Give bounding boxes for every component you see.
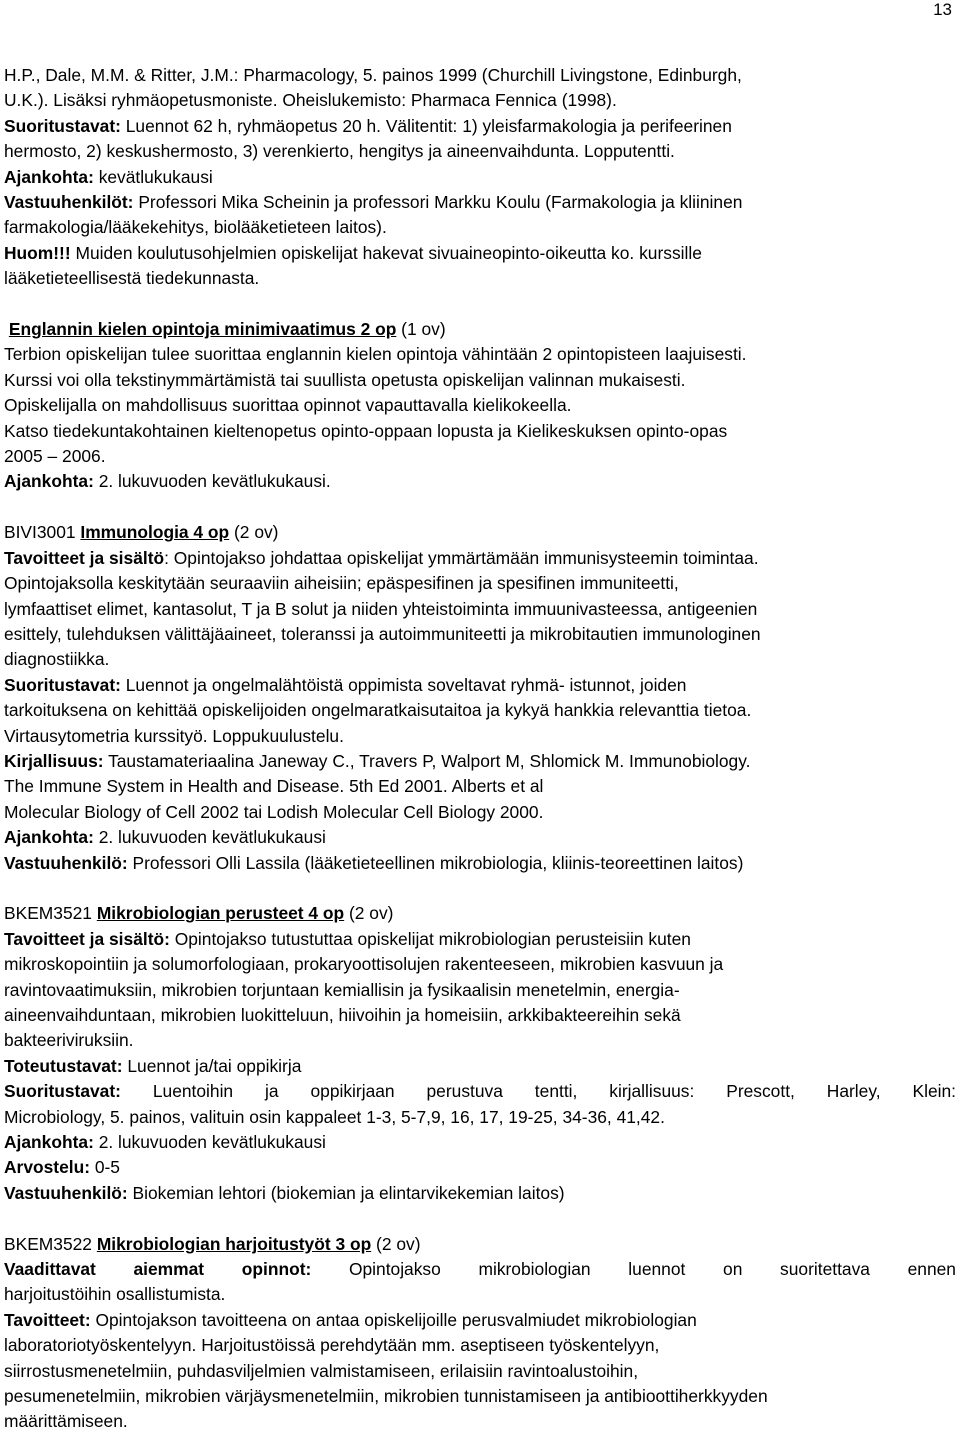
huom-line bbox=[4, 241, 956, 266]
field-label: Ajankohta: bbox=[4, 471, 94, 492]
field-value: : Opintojakso johdattaa opiskelijat ymmärtämään immunisysteemin toimintaa. bbox=[164, 547, 759, 568]
field-value: 2. lukuvuoden kevätlukukausi bbox=[93, 827, 326, 848]
course-credits: (2 ov) bbox=[344, 903, 394, 924]
ajankohta-line bbox=[4, 1130, 956, 1155]
field-label: Tavoitteet: bbox=[4, 1309, 91, 1330]
field-value: 0-5 bbox=[90, 1157, 120, 1178]
page-number: 13 bbox=[933, 0, 952, 19]
field-value: Opintojakso mikrobiologian luennot on suoritettava ennen bbox=[311, 1259, 956, 1280]
field-label: Suoritustavat: bbox=[4, 115, 121, 136]
text-line: siirrostusmenetelmiin, puhdasviljelmien valmistamiseen, erilaisiin ravintoalustoihin, bbox=[4, 1360, 639, 1381]
course-heading bbox=[4, 901, 956, 926]
text-line: diagnostiikka. bbox=[4, 649, 110, 670]
course-heading bbox=[4, 520, 956, 545]
field-label: Suoritustavat: bbox=[4, 1081, 121, 1102]
field-value: Luentoihin ja oppikirjaan perustuva tentti, kirjallisuus: Prescott, Harley, Klein: bbox=[120, 1081, 956, 1102]
field-label: Huom!!! bbox=[4, 242, 71, 263]
field-value: kevätlukukausi bbox=[93, 166, 213, 187]
ajankohta-line bbox=[4, 469, 956, 494]
immunologia-section bbox=[4, 520, 956, 876]
text-line: Terbion opiskelijan tulee suorittaa englannin kielen opintoja vähintään 2 opintopisteen laajuisesti. bbox=[4, 344, 747, 365]
course-heading bbox=[4, 1232, 956, 1257]
english-section bbox=[4, 317, 956, 495]
field-value: 2. lukuvuoden kevätlukukausi. bbox=[93, 471, 331, 492]
course-title: Immunologia 4 op bbox=[80, 522, 230, 543]
field-label: Ajankohta: bbox=[4, 166, 94, 187]
course-credits: (2 ov) bbox=[229, 522, 279, 543]
field-label: Vaadittavat aiemmat opinnot: bbox=[4, 1259, 312, 1280]
course-credits: (2 ov) bbox=[371, 1233, 421, 1254]
section-credits: (1 ov) bbox=[396, 319, 446, 340]
course-title: Mikrobiologian harjoitustyöt 3 op bbox=[96, 1233, 372, 1254]
harjoitustyot-section bbox=[4, 1232, 956, 1435]
section-title: Englannin kielen opintoja minimivaatimus 2 op bbox=[8, 319, 397, 340]
course-title: Mikrobiologian perusteet 4 op bbox=[96, 903, 345, 924]
text-line: 2005 – 2006. bbox=[4, 446, 106, 467]
text-line: laboratoriotyöskentelyyn. Harjoitustöissä perehdytään mm. aseptiseen työskentelyyn, bbox=[4, 1335, 660, 1356]
field-label: Suoritustavat: bbox=[4, 674, 121, 695]
text-line: harjoitustöihin osallistumista. bbox=[4, 1284, 226, 1305]
vastuuhenkilo-line bbox=[4, 851, 956, 876]
course-code: BIVI3001 bbox=[4, 522, 81, 543]
text-line: The Immune System in Health and Disease. 5th Ed 2001. Alberts et al bbox=[4, 776, 544, 797]
text-line: määrittämiseen. bbox=[4, 1411, 128, 1432]
text-line: mikroskopointiin ja solumorfologiaan, prokaryoottisolujen rakenteeseen, mikrobien kasvuun ja bbox=[4, 954, 724, 975]
field-value: Professori Mika Scheinin ja professori Markku Koulu (Farmakologia ja kliininen bbox=[133, 192, 743, 213]
text-line: hermosto, 2) keskushermosto, 3) verenkierto, hengitys ja aineenvaihdunta. Lopputentti. bbox=[4, 141, 675, 162]
field-value: Muiden koulutusohjelmien opiskelijat hakevat sivuaineopinto-oikeutta ko. kurssille bbox=[70, 242, 702, 263]
field-label: Vastuuhenkilö: bbox=[4, 852, 128, 873]
text-line: farmakologia/lääkekehitys, biolääketieteen laitos). bbox=[4, 217, 387, 238]
text-line: lymfaattiset elimet, kantasolut, T ja B solut ja niiden yhteistoiminta immuunivasteessa, antigeenien bbox=[4, 598, 758, 619]
field-value: Opintojakso tutustuttaa opiskelijat mikrobiologian perusteisiin kuten bbox=[169, 928, 691, 949]
tavoitteet-line bbox=[4, 1308, 956, 1333]
text-line: Microbiology, 5. painos, valituin osin kappaleet 1-3, 5-7,9, 16, 17, 19-25, 34-36, 41,42. bbox=[4, 1106, 665, 1127]
field-label: Ajankohta: bbox=[4, 827, 94, 848]
field-label: Tavoitteet ja sisältö bbox=[4, 547, 165, 568]
field-label: Vastuuhenkilö: bbox=[4, 1182, 128, 1203]
text-line: Opiskelijalla on mahdollisuus suorittaa opinnot vapauttavalla kielikokeella. bbox=[4, 395, 572, 416]
field-value: Luennot ja ongelmalähtöistä oppimista soveltavat ryhmä- istunnot, joiden bbox=[120, 674, 687, 695]
field-value: Luennot 62 h, ryhmäopetus 20 h. Välitentit: 1) yleisfarmakologia ja perifeerinen bbox=[120, 115, 732, 136]
field-label: Arvostelu: bbox=[4, 1157, 91, 1178]
suoritustavat-line bbox=[4, 673, 956, 698]
text-line: U.K.). Lisäksi ryhmäopetusmoniste. Oheislukemisto: Pharmaca Fennica (1998). bbox=[4, 90, 617, 111]
field-value: Biokemian lehtori (biokemian ja elintarvikekemian laitos) bbox=[127, 1182, 565, 1203]
ajankohta-line bbox=[4, 825, 956, 850]
field-value: Luennot ja/tai oppikirja bbox=[122, 1055, 302, 1076]
field-label: Toteutustavat: bbox=[4, 1055, 123, 1076]
text-line: lääketieteellisestä tiedekunnasta. bbox=[4, 268, 260, 289]
pharmacology-section bbox=[4, 63, 956, 292]
text-line: aineenvaihduntaan, mikrobien luokitteluun, hiivoihin ja homeisiin, arkkibakteereihin sekä bbox=[4, 1004, 681, 1025]
text-line: pesumenetelmiin, mikrobien värjäysmenetelmiin, mikrobien tunnistamiseen ja antibioottiherkkyyden bbox=[4, 1386, 768, 1407]
mikrobiologia-section bbox=[4, 901, 956, 1206]
course-code: BKEM3522 bbox=[4, 1233, 97, 1254]
suoritustavat-line bbox=[4, 1079, 956, 1104]
field-value: 2. lukuvuoden kevätlukukausi bbox=[93, 1132, 326, 1153]
text-line: tarkoituksena on kehittää opiskelijoiden ongelmaratkaisutaitoa ja kykyä hankkia relevanttia tietoa. bbox=[4, 700, 752, 721]
field-value: Taustamateriaalina Janeway C., Travers P, Walport M, Shlomick M. Immunobiology. bbox=[103, 750, 751, 771]
field-label: Ajankohta: bbox=[4, 1132, 94, 1153]
field-value: Opintojakson tavoitteena on antaa opiskelijoille perusvalmiudet mikrobiologian bbox=[90, 1309, 697, 1330]
document-body bbox=[4, 63, 956, 1435]
suoritustavat-line bbox=[4, 114, 956, 139]
ajankohta-line bbox=[4, 165, 956, 190]
tavoitteet-line bbox=[4, 546, 956, 571]
field-value: Professori Olli Lassila (lääketieteellinen mikrobiologia, kliinis-teoreettinen laitos) bbox=[127, 852, 744, 873]
text-line: Molecular Biology of Cell 2002 tai Lodish Molecular Cell Biology 2000. bbox=[4, 801, 544, 822]
section-heading bbox=[4, 317, 956, 342]
course-code: BKEM3521 bbox=[4, 903, 97, 924]
text-line: esittely, tulehduksen välittäjäaineet, toleranssi ja autoimmuniteetti ja mikrobitautien immunologinen bbox=[4, 623, 761, 644]
text-line: Virtausytometria kurssityö. Loppukuulustelu. bbox=[4, 725, 344, 746]
text-line: Katso tiedekuntakohtainen kieltenopetus opinto-oppaan lopusta ja Kielikeskuksen opinto-opas bbox=[4, 420, 728, 441]
field-label: Tavoitteet ja sisältö: bbox=[4, 928, 170, 949]
vaaditut-opinnot-line bbox=[4, 1257, 956, 1282]
field-label: Vastuuhenkilöt: bbox=[4, 192, 134, 213]
vastuuhenkilo-line bbox=[4, 1181, 956, 1206]
vastuuhenkilot-line bbox=[4, 190, 956, 215]
tavoitteet-line bbox=[4, 927, 956, 952]
text-line: Opintojaksolla keskitytään seuraaviin aiheisiin; epäspesifinen ja spesifinen immuniteetti, bbox=[4, 573, 679, 594]
toteutustavat-line bbox=[4, 1054, 956, 1079]
field-label: Kirjallisuus: bbox=[4, 750, 104, 771]
kirjallisuus-line bbox=[4, 749, 956, 774]
text-line: bakteeriviruksiin. bbox=[4, 1030, 134, 1051]
arvostelu-line bbox=[4, 1155, 956, 1180]
text-line: H.P., Dale, M.M. & Ritter, J.M.: Pharmacology, 5. painos 1999 (Churchill Livingstone, Edinburgh, bbox=[4, 65, 742, 85]
text-line: ravintovaatimuksiin, mikrobien torjuntaan kemiallisin ja fysikaalisin menetelmin, energia- bbox=[4, 979, 680, 1000]
text-line: Kurssi voi olla tekstinymmärtämistä tai suullista opetusta opiskelijan valinnan mukaisesti. bbox=[4, 369, 686, 390]
